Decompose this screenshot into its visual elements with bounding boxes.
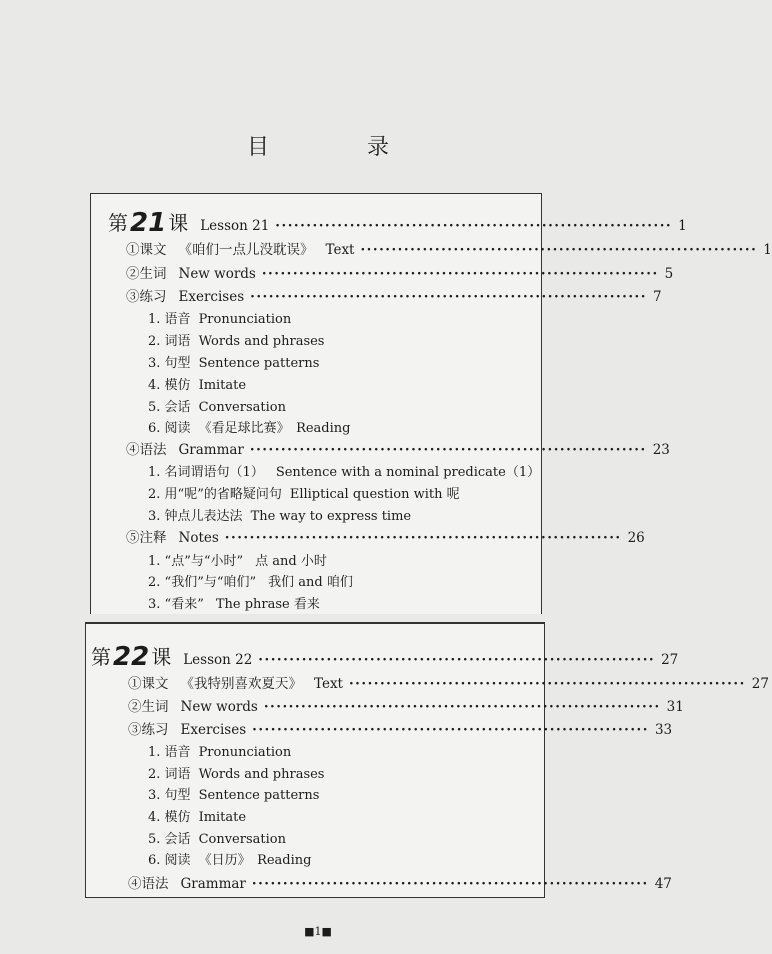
section-en: Text	[325, 242, 355, 258]
section-label: ④语法	[126, 442, 167, 458]
leader-dots: ································································	[261, 266, 659, 282]
lesson-number: 21	[130, 208, 167, 238]
page-number: 1	[678, 218, 687, 234]
leader-dots: ································································	[249, 442, 647, 458]
section-title: New words	[178, 266, 256, 282]
leader-dots: ································································	[252, 722, 649, 738]
lesson-number: 22	[113, 642, 150, 672]
page-footer: ■1■	[304, 925, 332, 938]
leader-dots: ································································	[250, 289, 647, 305]
toc-section-grammar[interactable]	[128, 872, 672, 892]
toc-section-new-words[interactable]	[128, 695, 684, 715]
page-number: 23	[652, 442, 670, 458]
leader-dots: ································································	[263, 699, 661, 715]
section-title: Grammar	[180, 876, 246, 892]
notes-item: 3. “看来” The phrase 看来	[148, 597, 320, 612]
section-label: ⑤注释	[126, 530, 167, 546]
page-title: 目 录	[246, 135, 427, 160]
notes-item: 2. “我们”与“咱们” 我们 and 咱们	[148, 575, 353, 590]
section-title: 《我特别喜欢夏天》	[180, 676, 302, 692]
toc-section-grammar[interactable]	[126, 438, 670, 458]
section-title: New words	[180, 699, 258, 715]
page-number: 27	[661, 652, 679, 668]
grammar-item: 1. 名词谓语句（1） Sentence with a nominal predicate（1）	[148, 465, 541, 480]
section-title: Exercises	[180, 722, 247, 738]
grammar-item: 2. 用“呢”的省略疑问句 Elliptical question with 呢	[148, 487, 460, 502]
section-label: ①课文	[126, 242, 167, 258]
toc-section-text[interactable]	[128, 672, 769, 692]
section-label: ③练习	[128, 722, 169, 738]
lesson-prefix: 第	[91, 645, 111, 669]
exercise-item: 4. 模仿 Imitate	[148, 378, 247, 393]
toc-section-notes[interactable]	[126, 526, 645, 546]
lesson-name: Lesson 21	[200, 218, 270, 234]
section-title: Grammar	[178, 442, 244, 458]
page-number: 33	[654, 722, 673, 738]
exercise-item: 3. 句型 Sentence patterns	[148, 788, 320, 803]
exercise-item: 6. 阅读 《日历》 Reading	[148, 853, 312, 868]
page-number: 7	[652, 289, 662, 305]
leader-dots: ································································	[348, 676, 746, 692]
exercise-item: 6. 阅读 《看足球比赛》 Reading	[148, 421, 351, 436]
section-label: ②生词	[126, 266, 167, 282]
section-label: ④语法	[128, 876, 169, 892]
lesson-prefix: 第	[108, 211, 128, 235]
exercise-item: 3. 句型 Sentence patterns	[148, 356, 320, 371]
exercise-item: 2. 词语 Words and phrases	[148, 767, 325, 782]
leader-dots: ································································	[360, 242, 758, 258]
section-title: Notes	[178, 530, 219, 546]
section-label: ③练习	[126, 289, 167, 305]
page-number: 26	[627, 530, 645, 546]
exercise-item: 2. 词语 Words and phrases	[148, 334, 325, 349]
page-number: 1	[763, 242, 772, 258]
leader-dots: ································································	[275, 218, 673, 234]
section-label: ①课文	[128, 676, 169, 692]
leader-dots: ································································	[258, 652, 656, 668]
toc-section-exercises[interactable]	[128, 718, 673, 738]
toc-lesson-21[interactable]	[108, 207, 687, 238]
lesson-name: Lesson 22	[183, 652, 253, 668]
toc-section-new-words[interactable]	[126, 262, 674, 282]
page-number: 27	[751, 676, 769, 692]
toc-section-exercises[interactable]	[126, 285, 662, 305]
exercise-item: 5. 会话 Conversation	[148, 400, 286, 415]
toc-section-text[interactable]	[126, 238, 772, 258]
lesson-suffix: 课	[151, 645, 172, 669]
exercise-item: 5. 会话 Conversation	[148, 832, 286, 847]
leader-dots: ································································	[224, 530, 622, 546]
exercise-item: 1. 语音 Pronunciation	[148, 745, 292, 760]
notes-item: 1. “点”与“小时” 点 and 小时	[148, 554, 327, 569]
section-en: Text	[314, 676, 343, 692]
leader-dots: ································································	[251, 876, 649, 892]
page-number: 47	[654, 876, 672, 892]
lesson-suffix: 课	[168, 211, 189, 235]
toc-lesson-22[interactable]	[91, 641, 679, 672]
page-number: 5	[664, 266, 674, 282]
section-title: Exercises	[178, 289, 245, 305]
grammar-item: 3. 钟点儿表达法 The way to express time	[148, 509, 412, 524]
section-title: 《咱们一点儿没耽误》	[178, 242, 314, 258]
exercise-item: 1. 语音 Pronunciation	[148, 312, 292, 327]
exercise-item: 4. 模仿 Imitate	[148, 810, 247, 825]
section-label: ②生词	[128, 699, 169, 715]
page-number: 31	[666, 699, 684, 715]
